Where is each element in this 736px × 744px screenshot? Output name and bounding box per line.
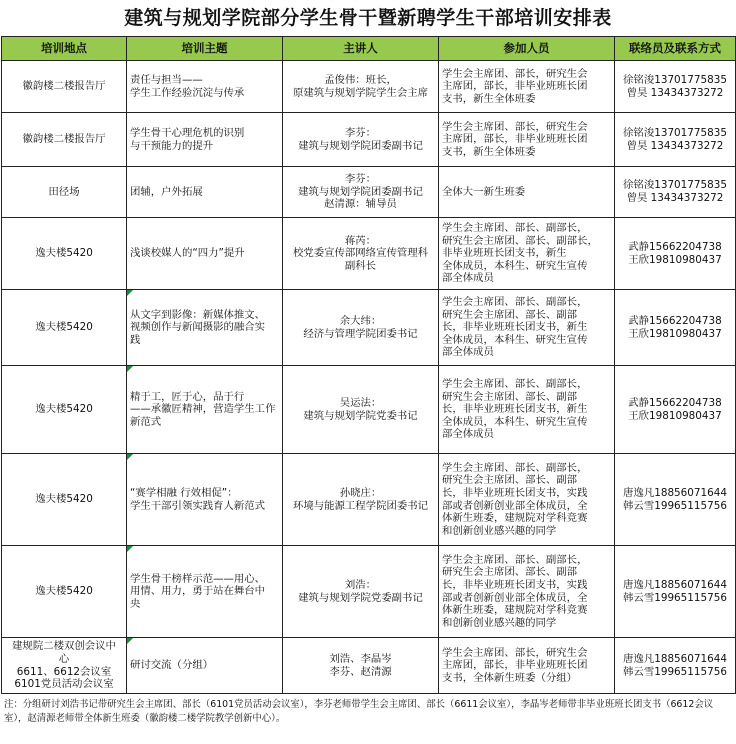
cell-line: 建规院二楼双创会议中 [12,640,116,653]
cell-line: 学生会主席团、部长，研究生会 [442,120,588,133]
cell-line: 非毕业班班长团支书，新生 [442,247,567,260]
cell-contact [615,167,736,218]
cell-line: 支书，新生全体班委 [442,145,536,158]
cell-line: 研究生会主席团、部长、副部长， [442,234,598,247]
cell-location [2,638,127,694]
cell-contact [615,218,736,290]
cell-line: 徐铭浚13701775835 [623,73,727,86]
cell-line: 责任与担当—— [130,73,203,86]
cell-location [2,454,127,546]
cell-line: 逸夫楼5420 [35,403,93,416]
cell-line: 全体成员，本科生、研究生宣传 [442,333,588,346]
cell-line: 逸夫楼5420 [35,247,93,260]
cell-speaker [283,290,439,366]
cell-line: 韩云雪19965115756 [623,665,727,678]
cell-line: 徽韵楼二楼报告厅 [22,80,106,93]
cell-line: 韩云雪19965115756 [623,591,727,604]
comment-marker-icon [127,546,133,552]
cell-line: 校党委宣传部网络宣传管理科 [292,247,429,260]
cell-contact [615,546,736,638]
cell-line: 唐逸凡18856071644 [623,578,727,591]
cell-line: 武静15662204738 [628,240,722,253]
cell-line: 长，非毕业班班长团支书，实践 [442,578,588,591]
cell-line: 徐铭浚13701775835 [623,126,727,139]
table-row [2,218,736,290]
cell-location [2,61,127,113]
cell-line: 原建筑与规划学院学生会主席 [292,86,429,99]
header-row [2,37,736,61]
cell-speaker [283,366,439,454]
cell-line: 践 [130,333,141,346]
cell-line: 部全体成员 [442,346,494,359]
cell-location [2,113,127,167]
cell-line: 主席团，部长，非毕业班班长团 [442,80,588,93]
cell-line: 长，非毕业班班长团支书，新生 [442,321,588,334]
cell-location [2,218,127,290]
cell-line: 武静15662204738 [628,314,722,327]
cell-line: ——承徽匠精神，营造学生工作 [130,403,276,416]
cell-line: 部或者创新创业部全体成员，全 [442,591,588,604]
cell-line: 体新生班委，建规院对学科竞赛 [442,512,588,525]
cell-line: 经济与管理学院团委书记 [303,327,418,340]
cell-line: 建筑与规划学院党委书记 [303,409,418,422]
cell-line: 主席团，部长，非毕业班班长团 [442,133,588,146]
cell-line: 央 [130,597,141,610]
table-row [2,638,736,694]
cell-topic [127,638,283,694]
cell-speaker [283,113,439,167]
cell-line: 学生骨干心理危机的识别 [130,126,245,139]
cell-participants [439,366,615,454]
cell-participants [439,638,615,694]
table-row [2,167,736,218]
cell-line: 吴运法： [339,396,382,409]
cell-topic [127,454,283,546]
cell-line: 浅谈校媒人的“四力”提升 [130,247,245,260]
cell-participants [439,546,615,638]
comment-marker-icon [127,638,133,644]
header-speaker: 主讲人 [283,37,439,61]
cell-participants [439,167,615,218]
cell-line: 徽韵楼二楼报告厅 [22,133,106,146]
table-row [2,290,736,366]
cell-line: 逸夫楼5420 [35,585,93,598]
cell-line: 部或者创新创业部全体成员，全 [442,499,588,512]
cell-line: 李芬、赵清源 [329,665,392,678]
cell-line: 部全体成员 [442,272,494,285]
cell-line: 余大纬： [339,314,382,327]
cell-line: 孟俊伟：班长， [324,73,397,86]
cell-line: 研究生会主席团、部长、副部 [442,390,578,403]
header-participants: 参加人员 [439,37,615,61]
cell-line: 和创新创业感兴趣的同学 [442,524,557,537]
cell-line: 学生会主席团、部长、副部长， [442,222,588,235]
table-row [2,546,736,638]
cell-line: 全体成员，本科生、研究生宣传 [442,415,588,428]
cell-topic [127,167,283,218]
table-row [2,113,736,167]
cell-line: 李芬： [344,173,377,186]
cell-line: 曾昊 13434373272 [626,139,724,152]
cell-location [2,546,127,638]
cell-line: 研究生会主席团、部长、副部 [442,566,578,579]
cell-line: 新范式 [130,415,162,428]
cell-line: 学生干部引领实践育人新范式 [130,499,266,512]
cell-line: 6611、6612会议室 [16,665,112,678]
cell-line: 学生会主席团、部长、副部长， [442,378,588,391]
cell-line: 体新生班委，建规院对学科竞赛 [442,604,588,617]
cell-line: 学生会主席团、部长，研究生会 [442,646,588,659]
cell-line: 用情、用力，勇于站在舞台中 [130,585,266,598]
cell-line: 支书，新生全体班委 [442,92,536,105]
cell-line: 学生会主席团、部长、副部长， [442,296,588,309]
cell-participants [439,61,615,113]
cell-line: 视频创作与新闻摄影的融合实 [130,321,266,334]
cell-line: 韩云雪19965115756 [623,499,727,512]
cell-line: 曾昊 13434373272 [626,192,724,204]
cell-participants [439,218,615,290]
cell-line: 副科长 [344,259,377,272]
document-title: 建筑与规划学院部分学生骨干暨新聘学生干部培训安排表 [124,7,612,29]
cell-speaker [283,61,439,113]
cell-topic [127,546,283,638]
cell-contact [615,113,736,167]
cell-speaker [283,638,439,694]
cell-contact [615,366,736,454]
cell-line: 武静15662204738 [628,396,722,409]
cell-line: 支书，全体新生班委（分组） [442,671,578,684]
schedule-table [1,36,736,694]
cell-line: 从文字到影像：新媒体推文、 [130,308,266,321]
table-row [2,61,736,113]
cell-line: 唐逸凡18856071644 [623,486,727,499]
cell-line: 逸夫楼5420 [35,493,93,506]
cell-participants [439,454,615,546]
cell-line: 曾昊 13434373272 [626,86,724,99]
schedule-rows [2,61,736,694]
header-contact: 联络员及联系方式 [615,37,736,61]
cell-line: 环境与能源工程学院团委书记 [292,499,429,512]
cell-line: 研讨交流（分组） [130,659,214,672]
cell-topic [127,218,283,290]
cell-line: 刘浩： [344,578,377,591]
header-topic: 培训主题 [127,37,283,61]
cell-line: 与干预能力的提升 [130,139,214,152]
cell-line: 和创新创业感兴趣的同学 [442,616,557,629]
cell-speaker [283,546,439,638]
cell-line: 孙晓庄： [339,486,382,499]
cell-line: “赛学相融 行效相促”： [130,486,238,499]
cell-location [2,366,127,454]
cell-line: 主席团，部长，非毕业班班长团 [442,659,588,672]
cell-line: 全体成员，本科生、研究生宣传 [442,259,588,272]
cell-participants [439,113,615,167]
cell-line: 徐铭浚13701775835 [623,179,727,192]
cell-line: 唐逸凡18856071644 [623,652,727,665]
cell-line: 逸夫楼5420 [35,321,93,334]
cell-participants [439,290,615,366]
cell-contact [615,61,736,113]
cell-location [2,290,127,366]
table-row [2,366,736,454]
comment-marker-icon [127,454,133,460]
cell-line: 王欣19810980437 [628,327,722,340]
cell-speaker [283,454,439,546]
cell-line: 李芬： [344,126,377,139]
cell-speaker [283,218,439,290]
cell-contact [615,638,736,694]
cell-line: 蒋芮： [344,234,377,247]
table-row [2,454,736,546]
cell-line: 团辅，户外拓展 [130,185,203,198]
cell-line: 刘浩、李晶岑 [329,652,392,665]
cell-line: 建筑与规划学院团委副书记 [298,185,423,198]
cell-line: 田径场 [48,185,80,198]
cell-contact [615,454,736,546]
cell-location [2,167,127,218]
cell-line: 建筑与规划学院党委副书记 [298,591,423,604]
cell-line: 学生会主席团、部长，研究生会 [442,67,588,80]
cell-line: 建筑与规划学院团委副书记 [298,139,423,152]
cell-line: 学生会主席团、部长、副部长， [442,461,588,474]
cell-line: 王欣19810980437 [628,409,722,422]
cell-line: 学生会主席团、部长、副部长， [442,553,588,566]
cell-speaker [283,167,439,218]
cell-line: 研究生会主席团、部长、副部 [442,474,578,487]
cell-line: 精于工，匠于心，品于行 [130,390,245,403]
cell-line: 全体大一新生班委 [442,185,526,198]
cell-line: 长，非毕业班班长团支书，实践 [442,486,588,499]
cell-topic [127,113,283,167]
cell-topic [127,61,283,113]
cell-line: 王欣19810980437 [628,253,722,266]
cell-line: 心 [58,652,70,665]
cell-line: 赵清源：辅导员 [324,198,397,211]
comment-marker-icon [127,290,133,296]
header-location: 培训地点 [2,37,127,61]
cell-line: 学生骨干榜样示范——用心、 [130,572,266,585]
cell-topic [127,366,283,454]
cell-line: 6101党员活动会议室 [14,678,114,691]
cell-line: 部全体成员 [442,428,494,441]
cell-topic [127,290,283,366]
comment-marker-icon [127,366,133,372]
cell-line: 学生工作经验沉淀与传承 [130,86,245,99]
cell-line: 研究生会主席团、部长、副部 [442,308,578,321]
cell-contact [615,290,736,366]
cell-line: 长，非毕业班班长团支书，新生 [442,403,588,416]
footnote: 注：分组研讨刘浩书记带研究生会主席团、部长（6101党员活动会议室），李芬老师带学生会主席团、部长（6611会议室），李晶岑老师带非毕业班班长团支书（6612会议室），赵清源老师带全体新生班委（徽韵楼二楼学院教学创新中心）。 [4,699,714,724]
